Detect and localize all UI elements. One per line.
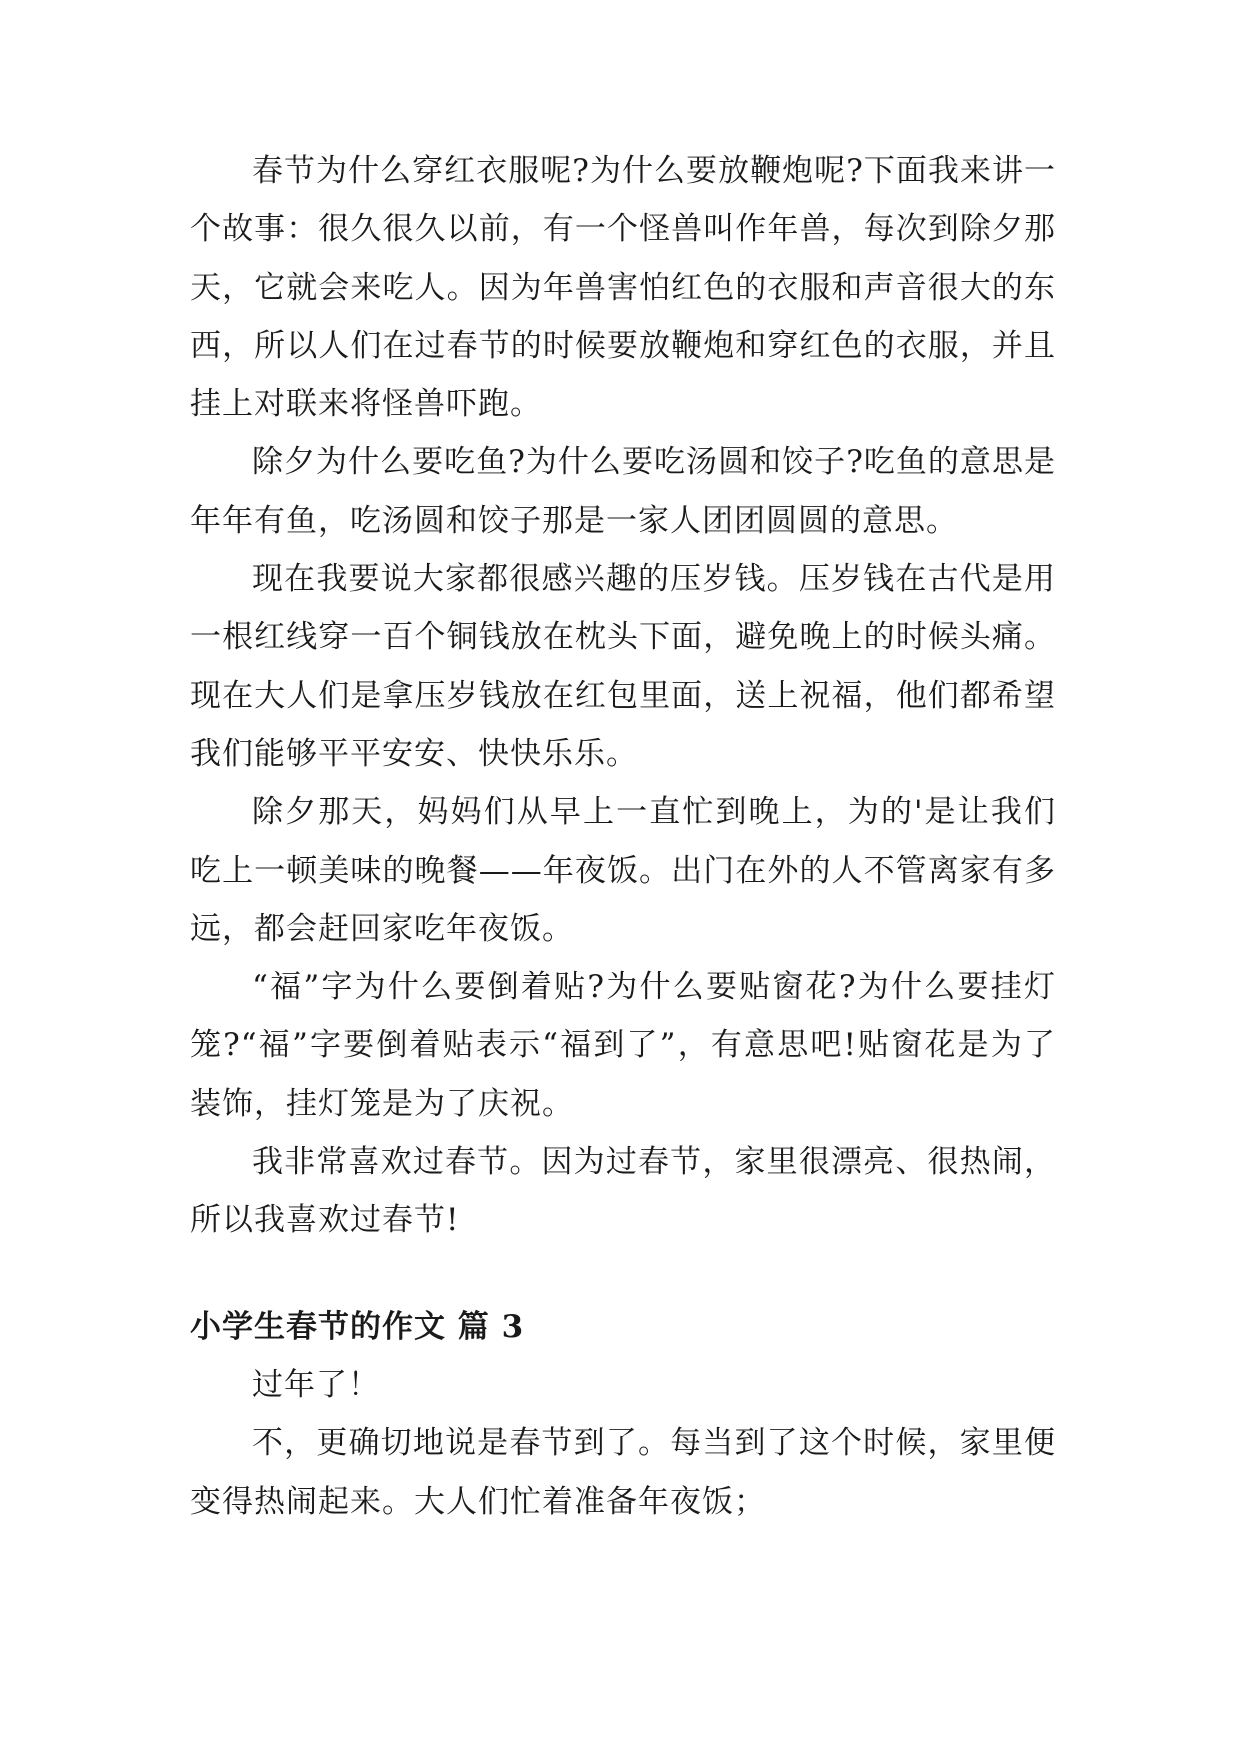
paragraph-spring-festival-arrives: 不，更确切地说是春节到了。每当到了这个时候，家里便变得热闹起来。大人们忙着准备年夜饭； [190,1425,1056,1520]
paragraph-fu-character: “福”字为什么要倒着贴?为什么要贴窗花?为什么要挂灯笼?“福”字要倒着贴表示“福到了”，有意思吧!贴窗花是为了装饰，挂灯笼是为了庆祝。 [190,969,1056,1122]
paragraph-new-year-exclaim: 过年了！ [252,1366,380,1403]
paragraph-story-nian-beast: 春节为什么穿红衣服呢?为什么要放鞭炮呢?下面我来讲一个故事：很久很久以前，有一个怪兽叫作年兽，每次到除夕那天，它就会来吃人。因为年兽害怕红色的衣服和声音很大的东西，所以人们在过春节的时候要放鞭炮和穿红色的衣服，并且挂上对联来将怪兽吓跑。 [190,153,1056,423]
paragraph-new-year-dinner: 除夕那天，妈妈们从早上一直忙到晚上，为的'是让我们吃上一顿美味的晚餐——年夜饭。出门在外的人不管离家有多远，都会赶回家吃年夜饭。 [190,794,1056,947]
paragraph-fish-dumplings: 除夕为什么要吃鱼?为什么要吃汤圆和饺子?吃鱼的意思是年年有鱼，吃汤圆和饺子那是一家人团团圆圆的意思。 [190,444,1056,539]
paragraph-conclusion: 我非常喜欢过春节。因为过春节，家里很漂亮、很热闹，所以我喜欢过春节! [190,1144,1056,1239]
section-title: 小学生春节的作文 篇 3 [190,1308,525,1345]
paragraph-lucky-money: 现在我要说大家都很感兴趣的压岁钱。压岁钱在古代是用一根红线穿一百个铜钱放在枕头下面，避免晚上的时候头痛。现在大人们是拿压岁钱放在红包里面，送上祝福，他们都希望我们能够平平安安、快快乐乐。 [190,561,1056,772]
document-page [190,142,1056,1531]
section-spacer [190,1250,1056,1298]
